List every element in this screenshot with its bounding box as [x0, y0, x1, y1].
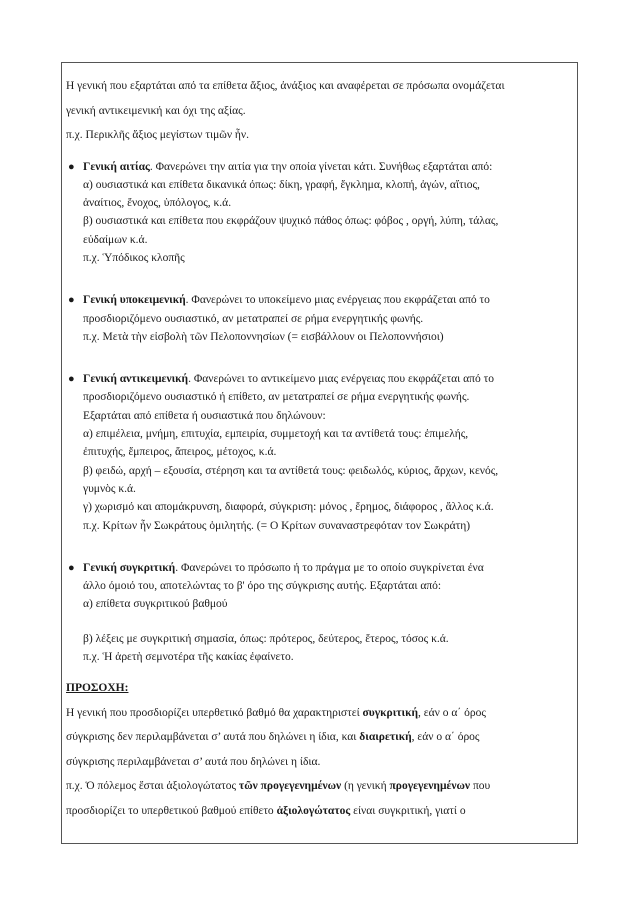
bullet-icon: ●: [68, 160, 75, 173]
text-run: προσδιορίζει το υπερθετικού βαθμού επίθετο: [66, 804, 277, 817]
intro-line: Η γενική που εξαρτάται από τα επίθετα ἄξιος, ἀνάξιος και αναφέρεται σε πρόσωπα ονομάζεται: [66, 80, 505, 92]
term: Γενική συγκριτική: [83, 561, 176, 574]
intro-line: γενική αντικειμενική και όχι της αξίας.: [66, 104, 246, 117]
text-run: σύγκρισης δεν περιλαμβάνεται σ’ αυτά που δηλώνει η ίδια, και: [66, 731, 360, 744]
intro-paragraph: [66, 74, 576, 148]
list-line: προσδιοριζόμενο ουσιαστικό ή επίθετο, αν μετατραπεί σε ρήμα ενεργητικής φωνής.: [83, 391, 470, 404]
attention-line: [66, 725, 576, 750]
list-item-genitive-comparative: [66, 559, 576, 666]
list-item-genitive-objective: [66, 370, 576, 535]
list-line: β) λέξεις με συγκριτική σημασία, όπως: πρότερος, δεύτερος, ἕτερος, τόσος κ.ά.: [83, 632, 449, 645]
attention-section: [66, 676, 576, 823]
bold-term: προγεγενημένων: [389, 780, 471, 793]
attention-line: [66, 701, 576, 726]
bullet-icon: ●: [68, 294, 75, 307]
term: Γενική αιτίας: [83, 160, 150, 173]
list-line: άλλο όμοιό του, αποτελώντας το β' όρο της σύγκρισης αυτής. Εξαρτάται από:: [83, 580, 442, 593]
text-run: είναι συγκριτική, γιατί ο: [350, 804, 466, 817]
text-run: π.χ. Ὁ πόλεμος ἔσται ἀξιολογώτατος: [66, 780, 239, 793]
list-line: γ) χωρισμό και απομάκρυνση, διαφορά, σύγκριση: μόνος , ἔρημος, διάφορος , ἄλλος κ.ά.: [83, 501, 494, 514]
list-line: προσδιοριζόμενο ουσιαστικό, αν μετατραπεί σε ρήμα ενεργητικής φωνής.: [83, 312, 424, 325]
term: Γενική υποκειμενική: [83, 294, 186, 307]
bold-term: τῶν προγεγενημένων: [238, 780, 342, 793]
genitive-types-list: [66, 158, 576, 667]
list-example: π.χ. Ἡ ἀρετὴ σεμνοτέρα τῆς κακίας ἐφαίνετο.: [83, 651, 294, 664]
list-line: ἐπιτυχής, ἔμπειρος, ἄπειρος, μέτοχος, κ.ά.: [83, 446, 277, 459]
definition-text: . Φανερώνει το αντικείμενο μιας ενέργειας που εκφράζεται από το: [188, 373, 494, 386]
attention-line: σύγκρισης περιλαμβάνεται σ’ αυτά που δηλώνει η ίδια.: [66, 755, 321, 768]
definition-text: . Φανερώνει το πρόσωπο ή το πράγμα με το οποίο συγκρίνεται ένα: [175, 561, 484, 574]
list-line: β) ουσιαστικά και επίθετα που εκφράζουν ψυχικό πάθος όπως: φόβος , οργή, λύπη, τάλας,: [83, 215, 499, 228]
text-run: Η γενική που προσδιορίζει υπερθετικό βαθμό θα χαρακτηριστεί: [66, 706, 363, 719]
list-example: π.χ. Κρίτων ἦν Σωκράτους ὁμιλητής. (= Ο Κρίτων συναναστρεφόταν τον Σωκράτη): [83, 519, 471, 532]
definition-text: . Φανερώνει το υποκείμενο μιας ενέργειας που εκφράζεται από το: [185, 294, 490, 307]
text-run: , εάν ο α΄ όρος: [411, 731, 480, 744]
list-line: α) ουσιαστικά και επίθετα δικανικά όπως: δίκη, γραφή, ἔγκλημα, κλοπή, ἀγών, αἴτιος,: [83, 178, 480, 191]
term: Γενική αντικειμενική: [83, 373, 189, 386]
text-run: που: [470, 780, 491, 793]
bold-term: συγκριτική: [362, 706, 419, 719]
attention-line: [66, 799, 576, 824]
list-line: ἀναίτιος, ἔνοχος, ὑπόλογος, κ.ά.: [83, 197, 232, 210]
list-item-genitive-cause: [66, 158, 576, 268]
list-example: π.χ. Μετὰ τὴν εἰσβολὴ τῶν Πελοποννησίων (= εισβάλλουν οι Πελοποννήσιοι): [83, 330, 444, 343]
list-example: π.χ. Ὑπόδικος κλοπῆς: [83, 251, 185, 264]
text-run: (η γενική: [341, 780, 390, 793]
text-run: , εάν ο α΄ όρος: [418, 706, 486, 719]
list-item-genitive-subjective: [66, 291, 576, 346]
definition-text: . Φανερώνει την αιτία για την οποία γίνεται κάτι. Συνήθως εξαρτάται από:: [149, 160, 493, 173]
list-line: εὐδαίμων κ.ά.: [83, 233, 148, 246]
bold-term: διαιρετική: [359, 731, 412, 744]
list-line: Εξαρτάται από επίθετα ή ουσιαστικά που δηλώνουν:: [83, 409, 326, 422]
attention-line: [66, 774, 576, 799]
list-line: α) επίθετα συγκριτικού βαθμού: [83, 598, 228, 611]
list-line: γυμνὸς κ.ά.: [83, 482, 136, 495]
intro-example: π.χ. Περικλῆς ἄξιος μεγίστων τιμῶν ἦν.: [66, 129, 249, 141]
document-body: [66, 74, 576, 823]
bold-term: ἀξιολογώτατος: [276, 804, 351, 817]
bullet-icon: ●: [68, 373, 75, 386]
bullet-icon: ●: [68, 561, 75, 574]
list-line: β) φειδώ, αρχή – εξουσία, στέρηση και τα αντίθετά τους: φειδωλός, κύριος, ἄρχων, κενός,: [83, 464, 499, 477]
list-line: α) επιμέλεια, μνήμη, επιτυχία, εμπειρία, συμμετοχή και τα αντίθετά τους: ἐπιμελής,: [83, 428, 469, 441]
attention-heading: ΠΡΟΣΟΧΗ:: [66, 682, 129, 695]
